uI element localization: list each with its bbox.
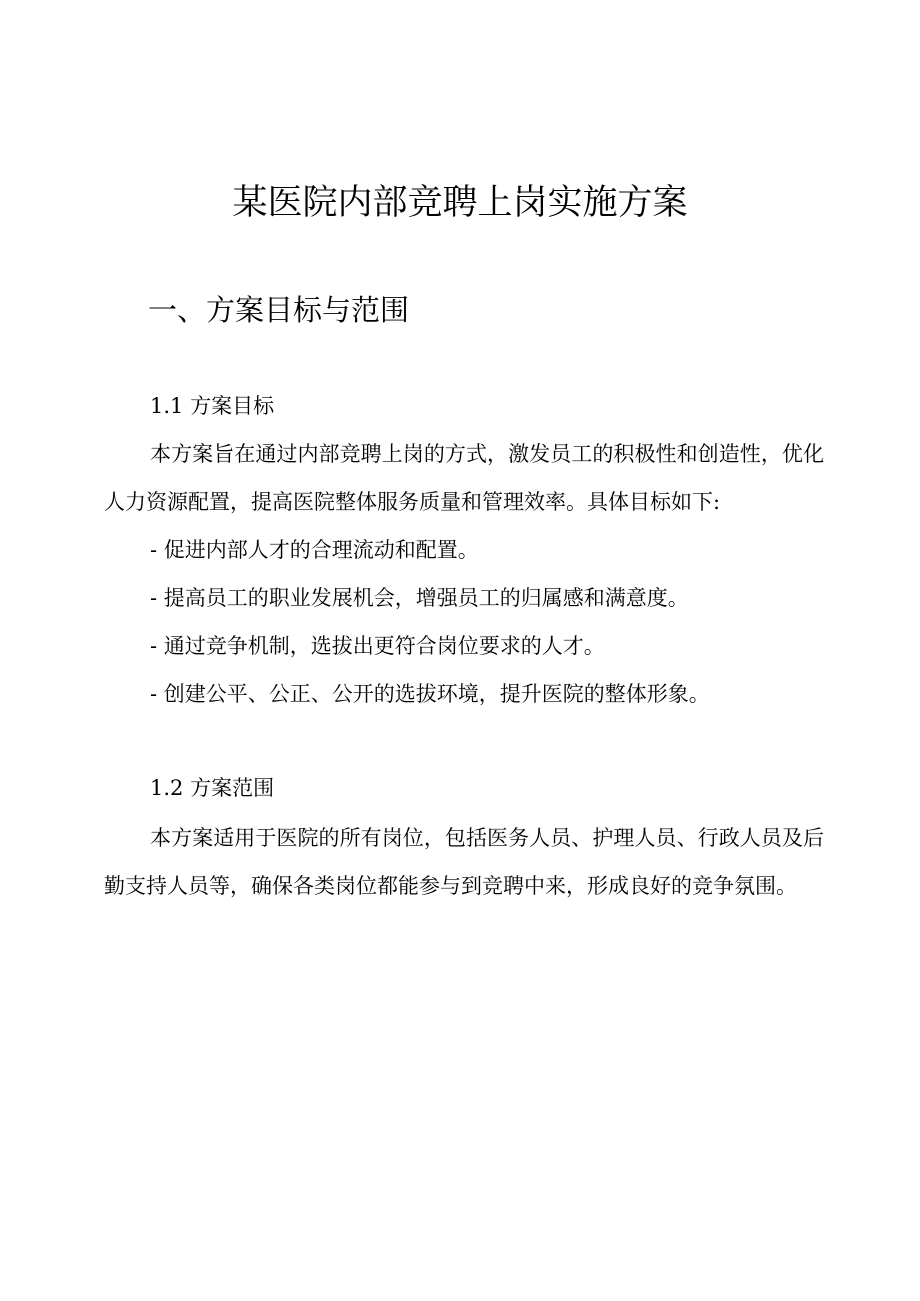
subsection-heading-1-2: 1.2 方案范围 <box>150 776 275 800</box>
objectives-list <box>150 526 830 718</box>
document-title: 某医院内部竞聘上岗实施方案 <box>232 183 688 223</box>
section-heading-1: 一、方案目标与范围 <box>148 293 410 327</box>
list-item: - 促进内部人才的合理流动和配置。 <box>150 538 479 562</box>
paragraph-objectives: 本方案旨在通过内部竞聘上岗的方式，激发员工的积极性和创造性，优化人力资源配置，提高医院整体服务质量和管理效率。具体目标如下: <box>104 442 824 514</box>
list-item: - 提高员工的职业发展机会，增强员工的归属感和满意度。 <box>150 586 689 610</box>
paragraph-scope: 本方案适用于医院的所有岗位，包括医务人员、护理人员、行政人员及后勤支持人员等，确保各类岗位都能参与到竞聘中来，形成良好的竞争氛围。 <box>104 826 824 898</box>
list-item: - 创建公平、公正、公开的选拔环境，提升医院的整体形象。 <box>150 682 710 706</box>
subsection-heading-1-1: 1.1 方案目标 <box>150 394 275 418</box>
list-item: - 通过竞争机制，选拔出更符合岗位要求的人才。 <box>150 634 605 658</box>
